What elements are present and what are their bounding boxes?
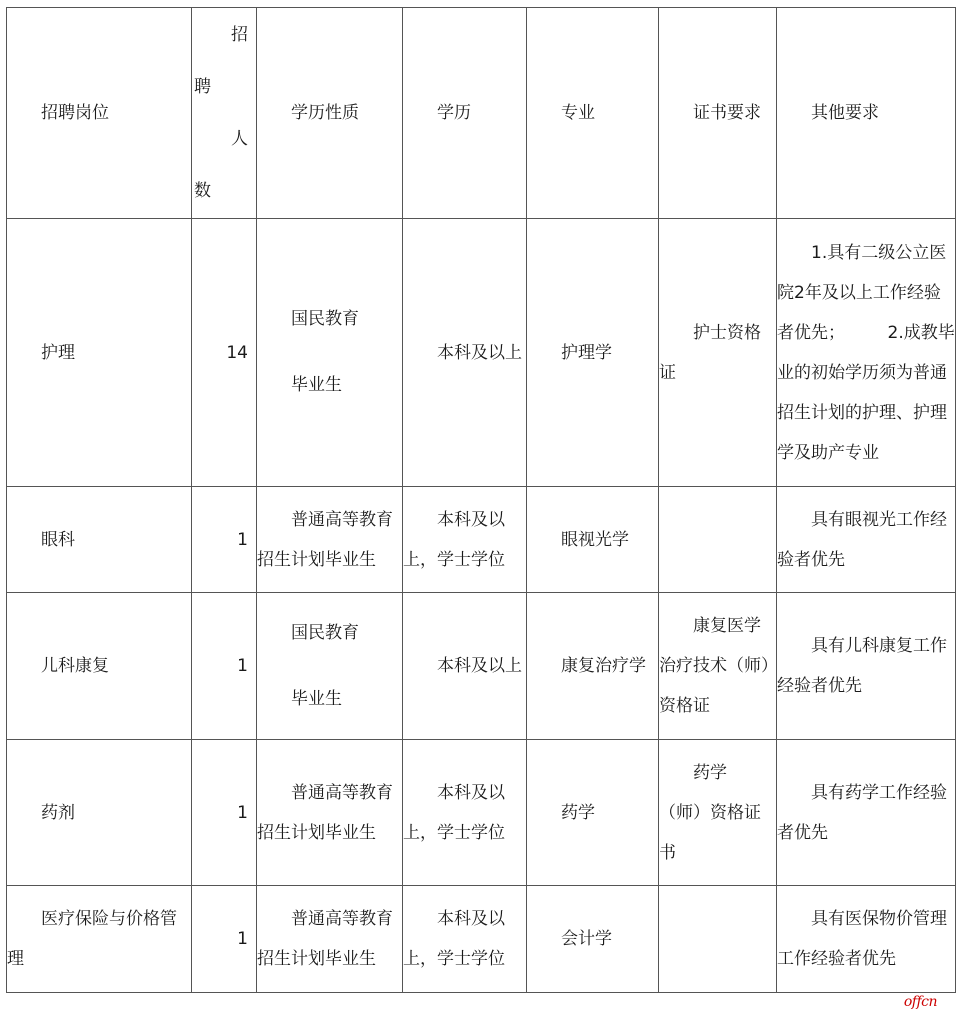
header-count-char-2: 聘 [194, 77, 211, 97]
cell-other: 具有医保物价管理工作经验者优先 [777, 886, 956, 993]
header-position: 招聘岗位 [7, 8, 192, 219]
cell-education: 本科及以上 [403, 593, 527, 740]
cell-major: 护理学 [527, 219, 659, 487]
cell-certificate [659, 886, 777, 993]
cell-count: 14 [192, 219, 257, 487]
header-certificate: 证书要求 [659, 8, 777, 219]
cell-certificate: 药学 （师）资格证书 [659, 740, 777, 886]
cell-major: 药学 [527, 740, 659, 886]
table-row [7, 487, 956, 593]
header-other: 其他要求 [777, 8, 956, 219]
cell-position: 药剂 [7, 740, 192, 886]
cell-education: 本科及以上，学士学位 [403, 487, 527, 593]
cell-education-type: 国民教育 毕业生 [257, 219, 403, 487]
cell-certificate: 护士资格证 [659, 219, 777, 487]
header-education: 学历 [403, 8, 527, 219]
table-row [7, 219, 956, 487]
cell-major: 康复治疗学 [527, 593, 659, 740]
header-major: 专业 [527, 8, 659, 219]
recruitment-table [6, 7, 956, 993]
cell-other: 具有药学工作经验者优先 [777, 740, 956, 886]
header-count-char-4: 数 [194, 181, 211, 201]
cell-education: 本科及以上，学士学位 [403, 886, 527, 993]
header-row [7, 8, 956, 219]
cell-education-type: 国民教育 毕业生 [257, 593, 403, 740]
watermark-logo: offcn [903, 994, 937, 1010]
header-education-type: 学历性质 [257, 8, 403, 219]
cell-education-type: 普通高等教育招生计划毕业生 [257, 740, 403, 886]
header-count [192, 8, 257, 219]
cell-major: 会计学 [527, 886, 659, 993]
cell-education-type: 普通高等教育招生计划毕业生 [257, 487, 403, 593]
table-row [7, 886, 956, 993]
cell-certificate [659, 487, 777, 593]
cell-other: 具有儿科康复工作经验者优先 [777, 593, 956, 740]
cell-count: 1 [192, 593, 257, 740]
cell-count: 1 [192, 487, 257, 593]
cell-education: 本科及以上 [403, 219, 527, 487]
header-count-char-3: 人 [231, 129, 248, 149]
cell-education-type: 普通高等教育招生计划毕业生 [257, 886, 403, 993]
cell-education: 本科及以上，学士学位 [403, 740, 527, 886]
cell-other: 具有眼视光工作经验者优先 [777, 487, 956, 593]
cell-position: 护理 [7, 219, 192, 487]
table-row [7, 740, 956, 886]
cell-count: 1 [192, 740, 257, 886]
cell-certificate: 康复医学治疗技术（师）资格证 [659, 593, 777, 740]
cell-count: 1 [192, 886, 257, 993]
header-count-char-1: 招 [231, 25, 248, 45]
cell-position: 医疗保险与价格管理 [7, 886, 192, 993]
cell-position: 眼科 [7, 487, 192, 593]
cell-other: 1.具有二级公立医院2年及以上工作经验者优先； 2.成教毕业的初始学历须为普通招生计划的护理、护理学及助产专业 [777, 219, 956, 487]
cell-position: 儿科康复 [7, 593, 192, 740]
table-row [7, 593, 956, 740]
cell-major: 眼视光学 [527, 487, 659, 593]
